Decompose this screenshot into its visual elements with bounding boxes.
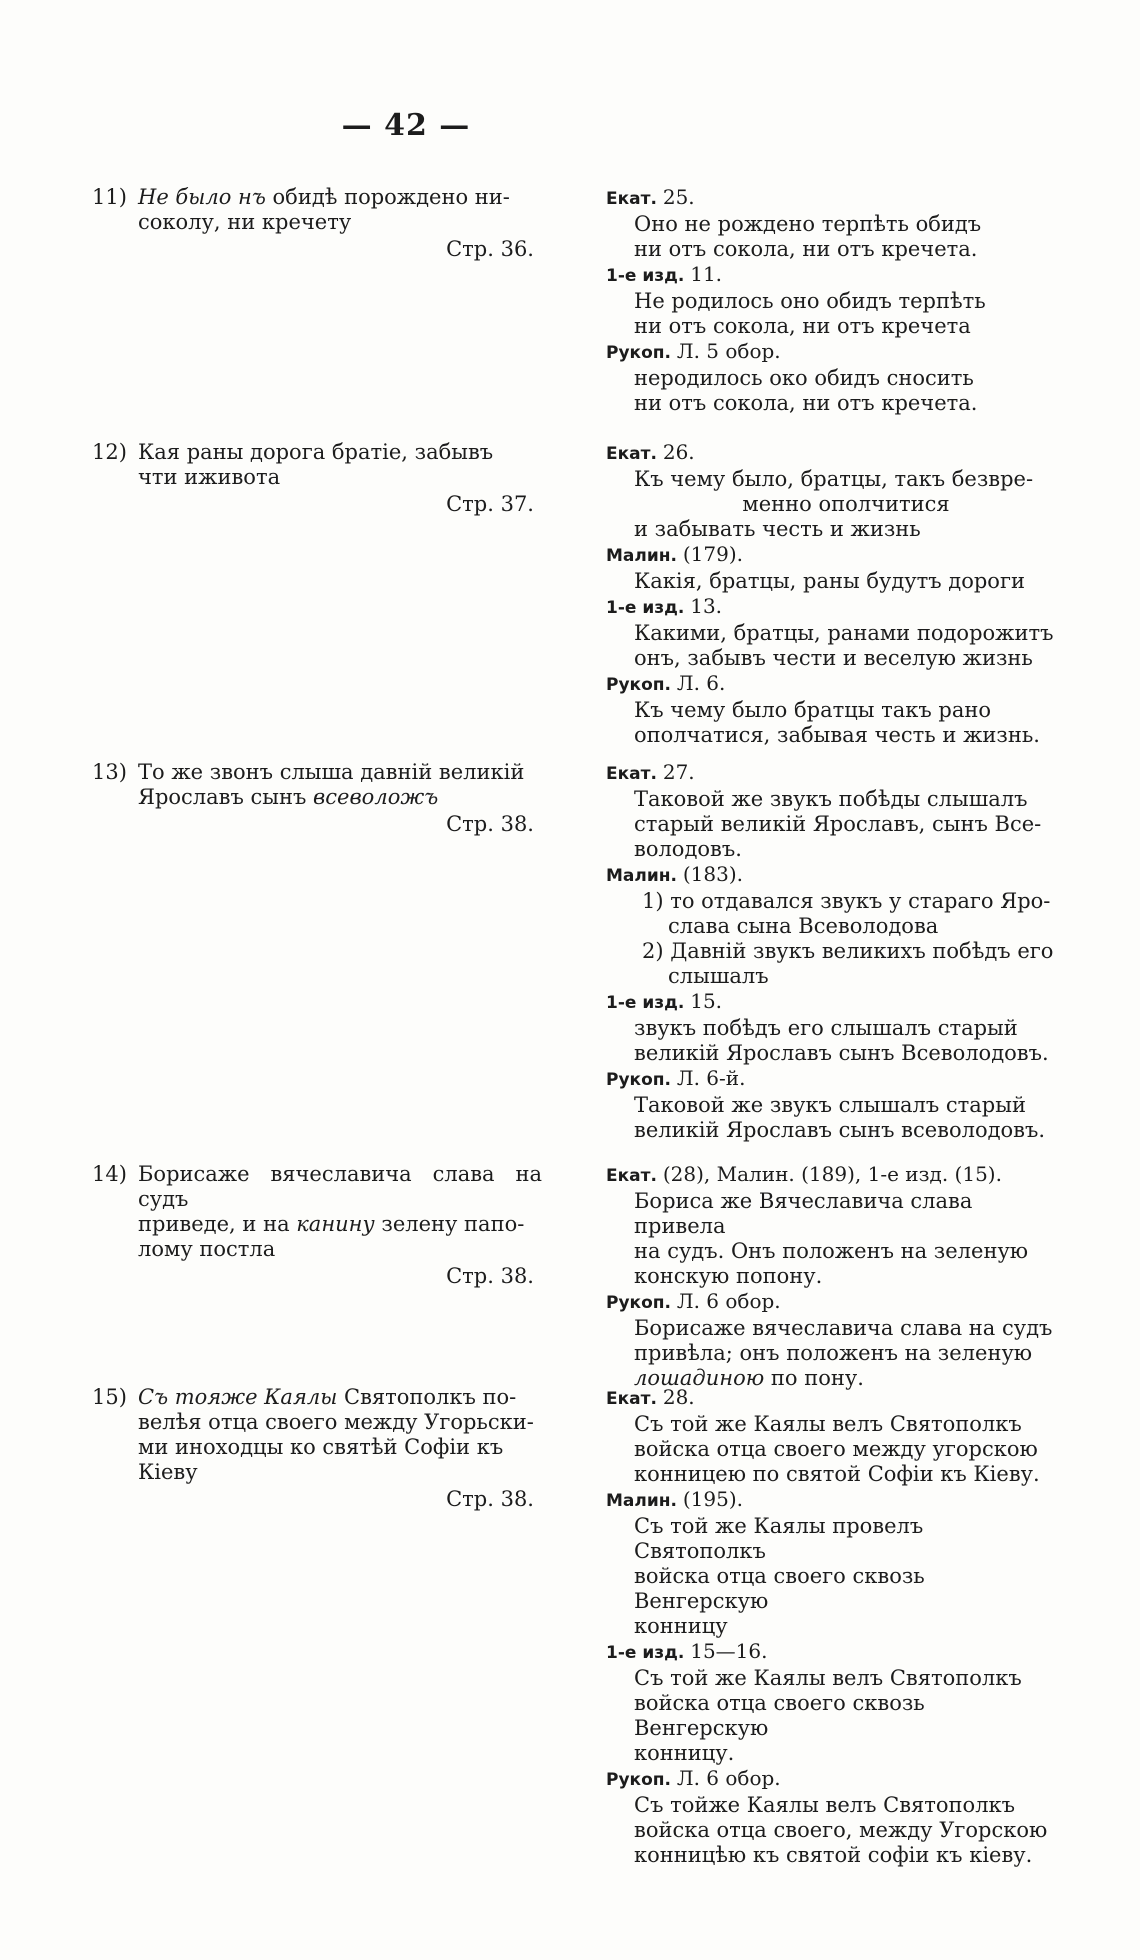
source-location: 11. [690, 262, 723, 286]
variant-line: менно ополчитися [742, 492, 950, 516]
page-reference: Стр. 37. [446, 492, 534, 516]
variant-line: Таковой же звукъ побѣды слышалъ [634, 787, 1028, 811]
source-location: 25. [662, 185, 695, 209]
source-label [606, 1487, 1058, 1514]
original-quote: Не было нъ обидѣ порождено ни- соколу, ни кречету [138, 185, 510, 234]
source-name: 1-е изд. [606, 266, 691, 286]
variant-line: слышалъ [668, 964, 769, 988]
source-location: Л. 5 обор. [676, 339, 781, 363]
source-label [606, 262, 1058, 289]
entry-number: 12) [92, 440, 127, 464]
source-name: Малин. [606, 1491, 683, 1511]
variant-line: войска отца своего между угорскою [634, 1437, 1038, 1461]
variant-line: войска отца своего, между Угорскою [634, 1818, 1048, 1842]
variant-line: старый великій Ярославъ, сынъ Все- [634, 812, 1042, 836]
variant-line: Съ той же Каялы велъ Святополкъ [634, 1412, 1022, 1436]
variant-line: слава сына Всеволодова [668, 914, 939, 938]
translations-column [606, 185, 1058, 416]
source-location: 26. [662, 440, 695, 464]
source-location: Л. 6 обор. [676, 1289, 781, 1313]
page-reference: Стр. 38. [446, 1487, 534, 1511]
variant-line: конницею по святой Софіи къ Кіеву. [634, 1462, 1040, 1486]
variant-line: 2) Давній звукъ великихъ побѣдъ его [642, 939, 1054, 963]
variant-line: ни отъ сокола, ни отъ кречета. [634, 391, 978, 415]
variant-line: звукъ побѣдъ его слышалъ старый [634, 1016, 1018, 1040]
original-quote: То же звонъ слыша давній великій Ярославъ сынъ всеволожъ [138, 760, 525, 809]
source-label [606, 671, 1058, 698]
variant-line: Бориса же Вячеславича слава привела [634, 1189, 973, 1238]
source-label [606, 1766, 1058, 1793]
entry-number: 11) [92, 185, 127, 209]
variant-line: Съ той же Каялы велъ Святополкъ [634, 1666, 1022, 1690]
source-name: Екат. [606, 444, 663, 464]
source-label [606, 989, 1058, 1016]
translations-column [606, 440, 1058, 748]
source-name: Екат. [606, 1389, 663, 1409]
variant-line: онъ, забывъ чести и веселую жизнь [634, 646, 1033, 670]
source-location: (195). [682, 1487, 744, 1511]
translations-column [606, 760, 1058, 1143]
source-label [606, 760, 1058, 787]
source-label [606, 1289, 1058, 1316]
source-name: Малин. [606, 866, 683, 886]
source-location: (179). [682, 542, 744, 566]
variant-line: привѣла; онъ положенъ на зеленую [634, 1341, 1033, 1365]
entry-number: 15) [92, 1385, 127, 1409]
variant-line: конницу. [634, 1741, 735, 1765]
source-location: 15. [690, 989, 723, 1013]
source-label [606, 1066, 1058, 1093]
quote-column [92, 185, 542, 262]
variant-line: и забывать честь и жизнь [634, 517, 921, 541]
translations-column [606, 1162, 1058, 1391]
variant-line: Оно не рождено терпѣть обидъ [634, 212, 982, 236]
variant-line: Къ чему было, братцы, такъ безвре- [634, 467, 1034, 491]
source-location: Л. 6-й. [676, 1066, 746, 1090]
variant-line: неродилось око обидъ сносить [634, 366, 974, 390]
source-location: (28), Малин. (189), 1-е изд. (15). [662, 1162, 1002, 1186]
source-name: 1-е изд. [606, 1643, 691, 1663]
source-location: Л. 6 обор. [676, 1766, 781, 1790]
quote-column [92, 440, 542, 517]
source-label [606, 440, 1058, 467]
source-name: Рукоп. [606, 1070, 677, 1090]
variant-line: конницѣю къ святой софіи къ кіеву. [634, 1843, 1033, 1867]
source-name: Екат. [606, 1166, 663, 1186]
variant-line: Борисаже вячеславича слава на судъ [634, 1316, 1053, 1340]
variant-line: великій Ярославъ сынъ всеволодовъ. [634, 1118, 1046, 1142]
variant-line: Съ той же Каялы провелъ Святополкъ [634, 1514, 924, 1563]
variant-line: ни отъ сокола, ни отъ кречета. [634, 237, 978, 261]
page-number: — 42 — [341, 108, 471, 143]
source-location: (183). [682, 862, 744, 886]
entry-number: 13) [92, 760, 127, 784]
variant-line: конницу [634, 1614, 728, 1638]
variant-line: конскую попону. [634, 1264, 823, 1288]
source-name: Рукоп. [606, 1293, 677, 1313]
source-label [606, 1385, 1058, 1412]
source-label [606, 185, 1058, 212]
quote-column [92, 1385, 542, 1512]
source-name: Малин. [606, 546, 683, 566]
source-name: 1-е изд. [606, 598, 691, 618]
page-reference: Стр. 36. [446, 237, 534, 261]
source-label [606, 339, 1058, 366]
variant-line: 1) то отдавался звукъ у стараго Яро- [642, 889, 1051, 913]
original-quote: Борисаже вячеславича слава на судъ приведе, и на канину зелену папо- лому постла [138, 1162, 542, 1261]
source-name: 1-е изд. [606, 993, 691, 1013]
page-reference: Стр. 38. [446, 1264, 534, 1288]
source-label [606, 1162, 1058, 1189]
original-quote: Съ тояже Каялы Святополкъ по- велѣя отца своего между Угорьски- ми иноходцы ко святѣй Софіи къ Кіеву [138, 1385, 534, 1484]
source-location: Л. 6. [676, 671, 726, 695]
variant-line: ни отъ сокола, ни отъ кречета [634, 314, 971, 338]
source-location: 15—16. [690, 1639, 768, 1663]
variant-line: Не родилось оно обидъ терпѣть [634, 289, 986, 313]
source-name: Екат. [606, 764, 663, 784]
variant-line: Таковой же звукъ слышалъ старый [634, 1093, 1026, 1117]
source-label [606, 594, 1058, 621]
source-label [606, 862, 1058, 889]
variant-line: великій Ярославъ сынъ Всеволодовъ. [634, 1041, 1049, 1065]
variant-line: ополчатися, забывая честь и жизнь. [634, 723, 1040, 747]
variant-line: Какими, братцы, ранами подорожитъ [634, 621, 1054, 645]
source-name: Рукоп. [606, 1770, 677, 1790]
variant-line: Какія, братцы, раны будутъ дороги [634, 569, 1025, 593]
translations-column [606, 1385, 1058, 1868]
source-name: Рукоп. [606, 675, 677, 695]
source-location: 13. [690, 594, 723, 618]
source-name: Рукоп. [606, 343, 677, 363]
source-label [606, 1639, 1058, 1666]
variant-line: на судъ. Онъ положенъ на зеленую [634, 1239, 1029, 1263]
variant-line: войска отца своего сквозь Венгерскую [634, 1691, 925, 1740]
variant-line: войска отца своего сквозь Венгерскую [634, 1564, 925, 1613]
page-reference: Стр. 38. [446, 812, 534, 836]
quote-column [92, 760, 542, 837]
source-name: Екат. [606, 189, 663, 209]
original-quote: Кая раны дорога братіе, забывъ чти иживота [138, 440, 494, 489]
variant-line: Къ чему было братцы такъ рано [634, 698, 991, 722]
variant-line: Съ тойже Каялы велъ Святополкъ [634, 1793, 1016, 1817]
quote-column [92, 1162, 542, 1289]
variant-line: володовъ. [634, 837, 742, 861]
source-location: 27. [662, 760, 695, 784]
source-label [606, 542, 1058, 569]
entry-number: 14) [92, 1162, 127, 1186]
source-location: 28. [662, 1385, 695, 1409]
variant-line: лошадиною по пону. [634, 1366, 864, 1390]
